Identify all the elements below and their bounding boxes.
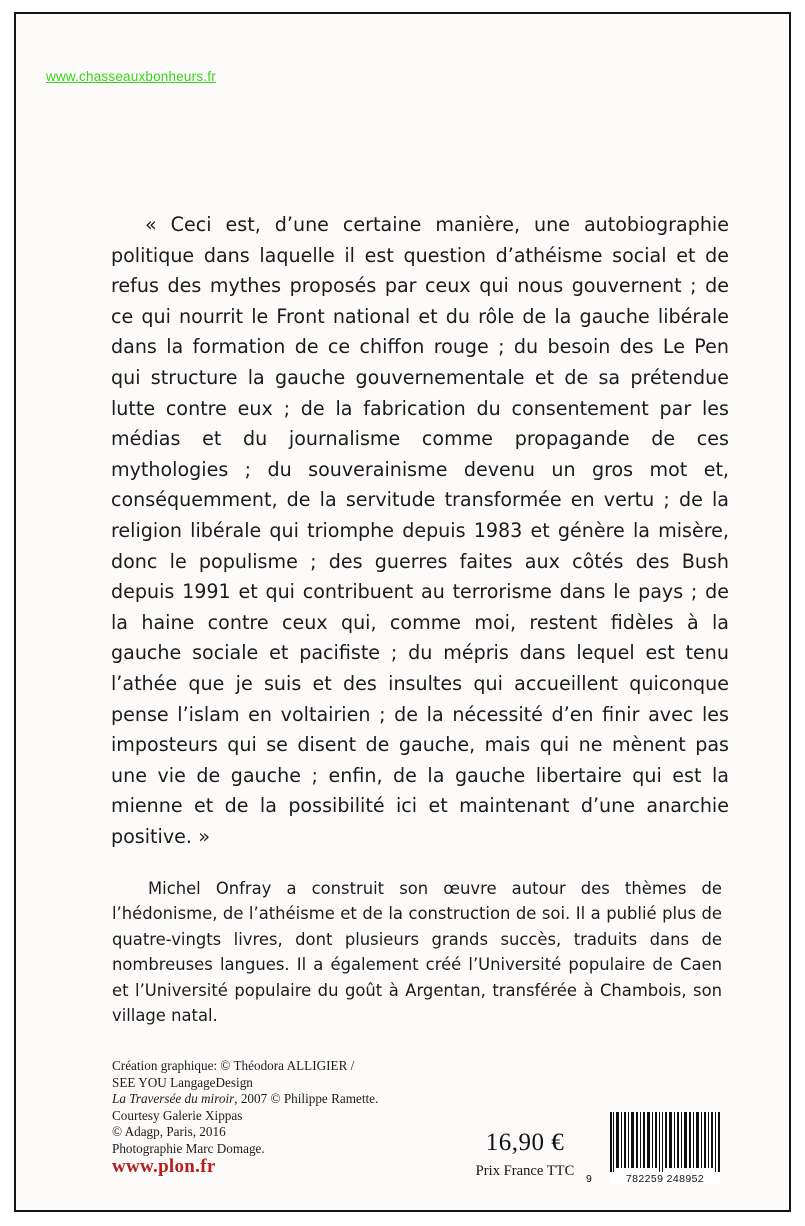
book-cover-panel: [14, 12, 791, 1212]
barcode-digits: 782259 248952: [625, 1173, 705, 1185]
author-biography: Michel Onfray a construit son œuvre autour des thèmes de l’hédonisme, de l’athéisme et de la construction de soi. Il a publié plus de quatre-vingts livres, dont plusieurs grands succès, traduits dans de nombreuses langues. Il a également créé l’Université populaire de Caen et l’Université populaire du goût à Argentan, transférée à Chambois, son village natal.: [112, 879, 722, 1026]
price-amount: 16,90 €: [485, 1129, 565, 1156]
credit-line-artwork: [112, 1091, 442, 1108]
site-watermark: www.chasseauxbonheurs.fr: [46, 69, 216, 84]
credit-line-gallery: Courtesy Galerie Xippas: [112, 1107, 243, 1123]
artwork-title: La Traversée du miroir: [112, 1091, 235, 1107]
credit-line-studio: SEE YOU LangageDesign: [112, 1074, 253, 1090]
price-label: Prix France TTC: [475, 1163, 575, 1179]
price-block: [454, 1129, 596, 1180]
barcode-bars-icon: [610, 1112, 720, 1172]
publisher-website-link[interactable]: www.plon.fr: [112, 1156, 216, 1177]
credit-line-adagp: © Adagp, Paris, 2016: [112, 1124, 226, 1140]
credits-block: [112, 1058, 442, 1158]
credit-line-photography: Photographie Marc Domage.: [112, 1140, 265, 1156]
artwork-credit-rest: , 2007 © Philippe Ramette.: [234, 1091, 379, 1107]
barcode-left-digit: 9: [586, 1173, 592, 1185]
back-cover-quote: « Ceci est, d’une certaine manière, une autobiographie politique dans laquelle il est question d’athéisme social et de refus des mythes proposés par ceux qui nous gouvernent ; de ce qui nourrit le Front national et du rôle de la gauche libérale dans la formation de ce chiffon rouge ; du besoin des Le Pen qui structure la gauche gouvernementale et de sa prétendue lutte contre eux ; de la fabrication du consentement par les médias et du journalisme comme propagande de ces mythologies ; du souverainisme devenu un gros mot et, conséquemment, de la servitude transformée en vertu ; de la religion libérale qui triomphe depuis 1983 et génère la misère, donc le populisme ; des guerres faites aux côtés des Bush depuis 1991 et qui contribuent au terrorisme dans le pays ; de la haine contre ceux qui, comme moi, restent fidèles à la gauche sociale et pacifiste ; du mépris dans lequel est tenu l’athée que je suis et des insultes qui accueillent quiconque pense l’islam en voltairien ; de la nécessité d’en finir avec les imposteurs qui se disent de gauche, mais qui ne mènent pas une vie de gauche ; enfin, de la gauche libertaire qui est la mienne et de la possibilité ici et maintenant d’une anarchie positive. »: [111, 213, 729, 848]
credit-line-graphic-design: Création graphique: © Théodora ALLIGIER /: [112, 1058, 355, 1073]
isbn-barcode: [610, 1112, 720, 1184]
